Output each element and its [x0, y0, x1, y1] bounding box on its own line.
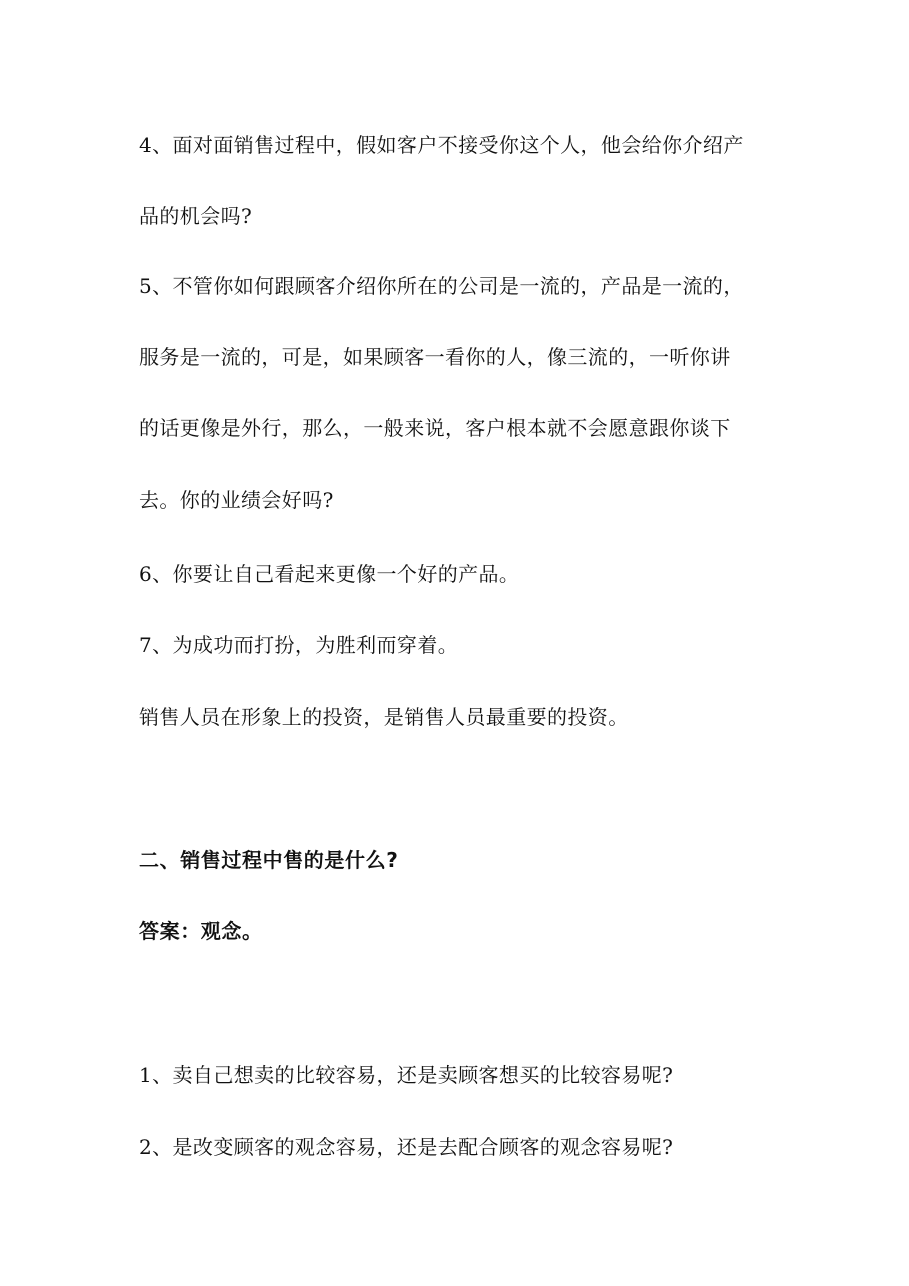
paragraph-line: 4、面对面销售过程中，假如客户不接受你这个人，他会给你介绍产: [139, 133, 744, 157]
paragraph-line: 6、你要让自己看起来更像一个好的产品。: [139, 562, 520, 586]
question-line: 2、是改变顾客的观念容易，还是去配合顾客的观念容易呢?: [139, 1135, 674, 1159]
paragraph-line: 的话更像是外行，那么，一般来说，客户根本就不会愿意跟你谈下: [139, 416, 731, 440]
section-heading: 二、销售过程中售的是什么?: [139, 848, 399, 872]
paragraph-line: 销售人员在形象上的投资，是销售人员最重要的投资。: [139, 705, 629, 729]
paragraph-line: 7、为成功而打扮，为胜利而穿着。: [139, 633, 459, 657]
answer-line: 答案：观念。: [139, 919, 263, 943]
paragraph-line: 品的机会吗?: [139, 204, 253, 228]
paragraph-line: 去。你的业绩会好吗?: [139, 488, 334, 512]
paragraph-line: 服务是一流的，可是，如果顾客一看你的人，像三流的，一听你讲: [139, 345, 731, 369]
question-line: 1、卖自己想卖的比较容易，还是卖顾客想买的比较容易呢?: [139, 1063, 674, 1087]
paragraph-line: 5、不管你如何跟顾客介绍你所在的公司是一流的，产品是一流的，: [139, 274, 744, 298]
